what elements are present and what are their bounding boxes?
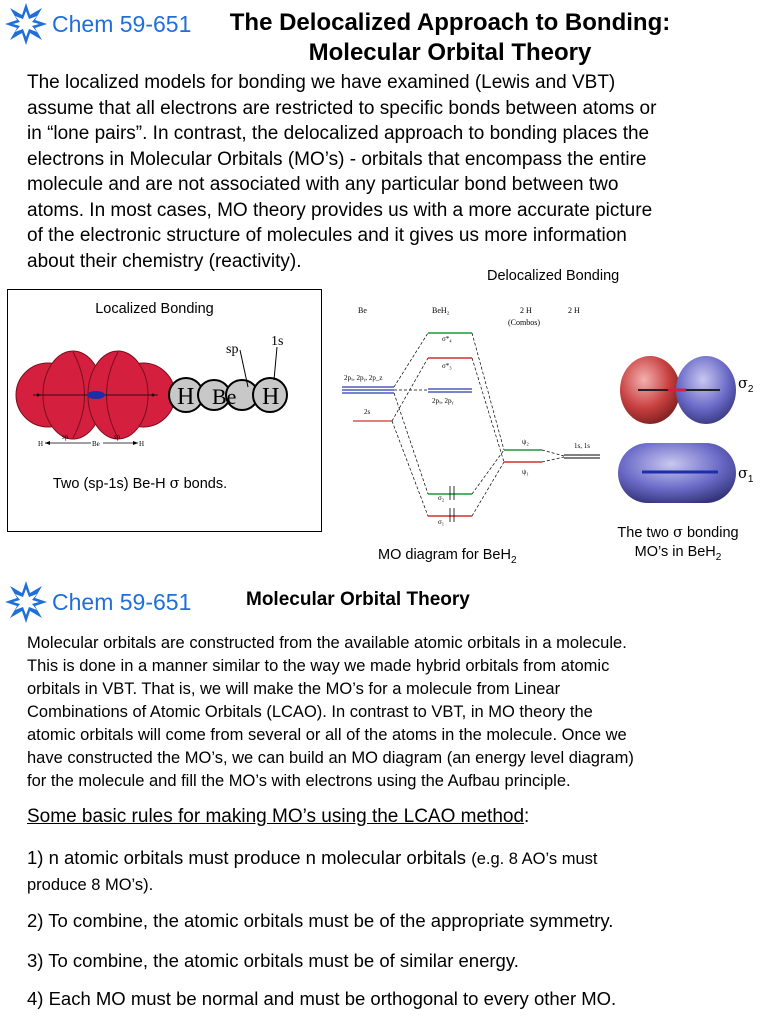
- intro-line: The localized models for bonding we have examined (Lewis and VBT): [27, 72, 616, 93]
- column-2h-combos: 2 H: [520, 306, 532, 315]
- sigma-2-label: $\sigma_2$: [738, 376, 754, 395]
- course-code-2: Chem 59-651: [52, 588, 192, 615]
- mo-diagram-beh2: [338, 298, 608, 538]
- mo-diagram-caption: MO diagram for BeH$_2$: [378, 547, 517, 566]
- sigma-1-label: $\sigma_1$: [738, 466, 754, 485]
- axis-sp-left: sp: [62, 433, 69, 441]
- intro-line: molecule and are not associated with any particular bond between two: [27, 174, 619, 195]
- be-h-ball-model: [169, 334, 287, 412]
- sigma-1-label: σ₁: [438, 518, 445, 526]
- h-combo-levels: [504, 438, 600, 476]
- be-2s-label: 2s: [364, 408, 371, 416]
- mo-body-paragraph: [27, 632, 762, 793]
- intro-line: about their chemistry (reactivity).: [27, 250, 302, 272]
- localized-heading: Localized Bonding: [95, 301, 214, 317]
- ball-be: Be: [212, 384, 237, 409]
- title-line-2: Molecular Orbital Theory: [308, 39, 592, 66]
- psi-2-label: ψ₂: [522, 438, 529, 446]
- 1s-label: 1s: [271, 334, 284, 349]
- course-code: Chem 59-651: [52, 10, 192, 37]
- body-line: for the molecule and fill the MO’s with electrons using the Aufbau principle.: [27, 772, 571, 790]
- body-line: Molecular orbitals are constructed from the available atomic orbitals in a molecule.: [27, 634, 627, 652]
- rule-1: 1) n atomic orbitals must produce n molecular orbitals (e.g. 8 AO’s must produce 8 MO’s).: [27, 847, 598, 894]
- column-2h: 2 H: [568, 306, 580, 315]
- rule-4: 4) Each MO must be normal and must be orthogonal to every other MO.: [27, 988, 617, 1009]
- body-line: atomic orbitals will come from several or all of the atoms in the molecule. Once we: [27, 726, 627, 744]
- body-line: This is done in a manner similar to the way we made hybrid orbitals from atomic: [27, 657, 610, 675]
- axis-sp-right: sp: [114, 433, 121, 441]
- nonbonding-2p-label: 2pₓ, 2pᵧ: [432, 397, 454, 405]
- page-title: [205, 8, 695, 68]
- intro-line: assume that all electrons are restricted to specific bonds between atoms or: [27, 97, 657, 119]
- column-be: Be: [358, 306, 367, 315]
- body-line: Combinations of Atomic Orbitals (LCAO). In contrast to VBT, in MO theory the: [27, 703, 593, 721]
- localized-caption: Two (sp-1s) Be-H σ bonds.: [52, 476, 228, 492]
- sigma-2-label: σ₂: [438, 494, 445, 502]
- intro-line: of the electronic structure of molecules and it gives us more information: [27, 225, 627, 246]
- rule-3: 3) To combine, the atomic orbitals must be of similar energy.: [27, 950, 519, 971]
- rule-2: 2) To combine, the atomic orbitals must be of the appropriate symmetry.: [27, 910, 614, 931]
- ball-h-right: H: [262, 384, 280, 410]
- starburst-icon: [4, 2, 48, 46]
- beh2-mo-levels: [428, 333, 472, 526]
- correlation-lines: [392, 333, 564, 516]
- h-1s-label: 1s, 1s: [574, 442, 590, 450]
- sigma-2-orbital: [620, 356, 736, 424]
- title-line-1: The Delocalized Approach to Bonding:: [229, 9, 671, 36]
- body-line: have constructed the MO’s, we can build an MO diagram (an energy level diagram): [27, 749, 634, 767]
- intro-line: atoms. In most cases, MO theory provides us with a more accurate picture: [27, 199, 653, 221]
- slide2-title: Molecular Orbital Theory: [246, 589, 470, 610]
- sigma-star-4-label: σ*₄: [442, 335, 452, 343]
- intro-line: electrons in Molecular Orbitals (MO’s) - orbitals that encompass the entire: [27, 148, 647, 170]
- sigma-1-orbital: [618, 443, 736, 503]
- localized-bonding-box: [7, 289, 322, 532]
- column-beh2: BeH₂: [432, 306, 450, 315]
- psi-1-label: ψ₁: [522, 468, 529, 476]
- rules-heading: Some basic rules for making MO’s using the LCAO method:: [27, 806, 530, 827]
- sp-label: sp: [226, 342, 239, 357]
- axis-h-right: H: [139, 440, 145, 448]
- body-line: orbitals in VBT. That is, we will make the MO’s for a molecule from Linear: [27, 680, 561, 698]
- starburst-icon: [4, 580, 48, 624]
- sp-1s-orbital-overlap: [16, 351, 175, 439]
- axis-h-left: H: [38, 440, 44, 448]
- course-logo-2: [4, 580, 191, 624]
- intro-line: in “lone pairs”. In contrast, the delocalized approach to bonding places the: [27, 123, 650, 144]
- intro-paragraph: [27, 70, 762, 274]
- localized-bonding-figure: [8, 290, 321, 531]
- column-combos-note: (Combos): [508, 318, 540, 327]
- sigma-star-3-label: σ*₃: [442, 362, 452, 370]
- be-2p-label: 2pₓ, 2pᵧ, 2p_z: [344, 374, 383, 382]
- delocalized-heading: Delocalized Bonding: [487, 268, 620, 284]
- ball-h-left: H: [177, 384, 195, 410]
- axis-be: Be: [92, 440, 100, 448]
- course-logo: [4, 2, 191, 46]
- be-atomic-levels: [342, 374, 394, 421]
- sigma-bonding-caption: The two σ bonding MO’s in BeH$_2$: [617, 525, 739, 563]
